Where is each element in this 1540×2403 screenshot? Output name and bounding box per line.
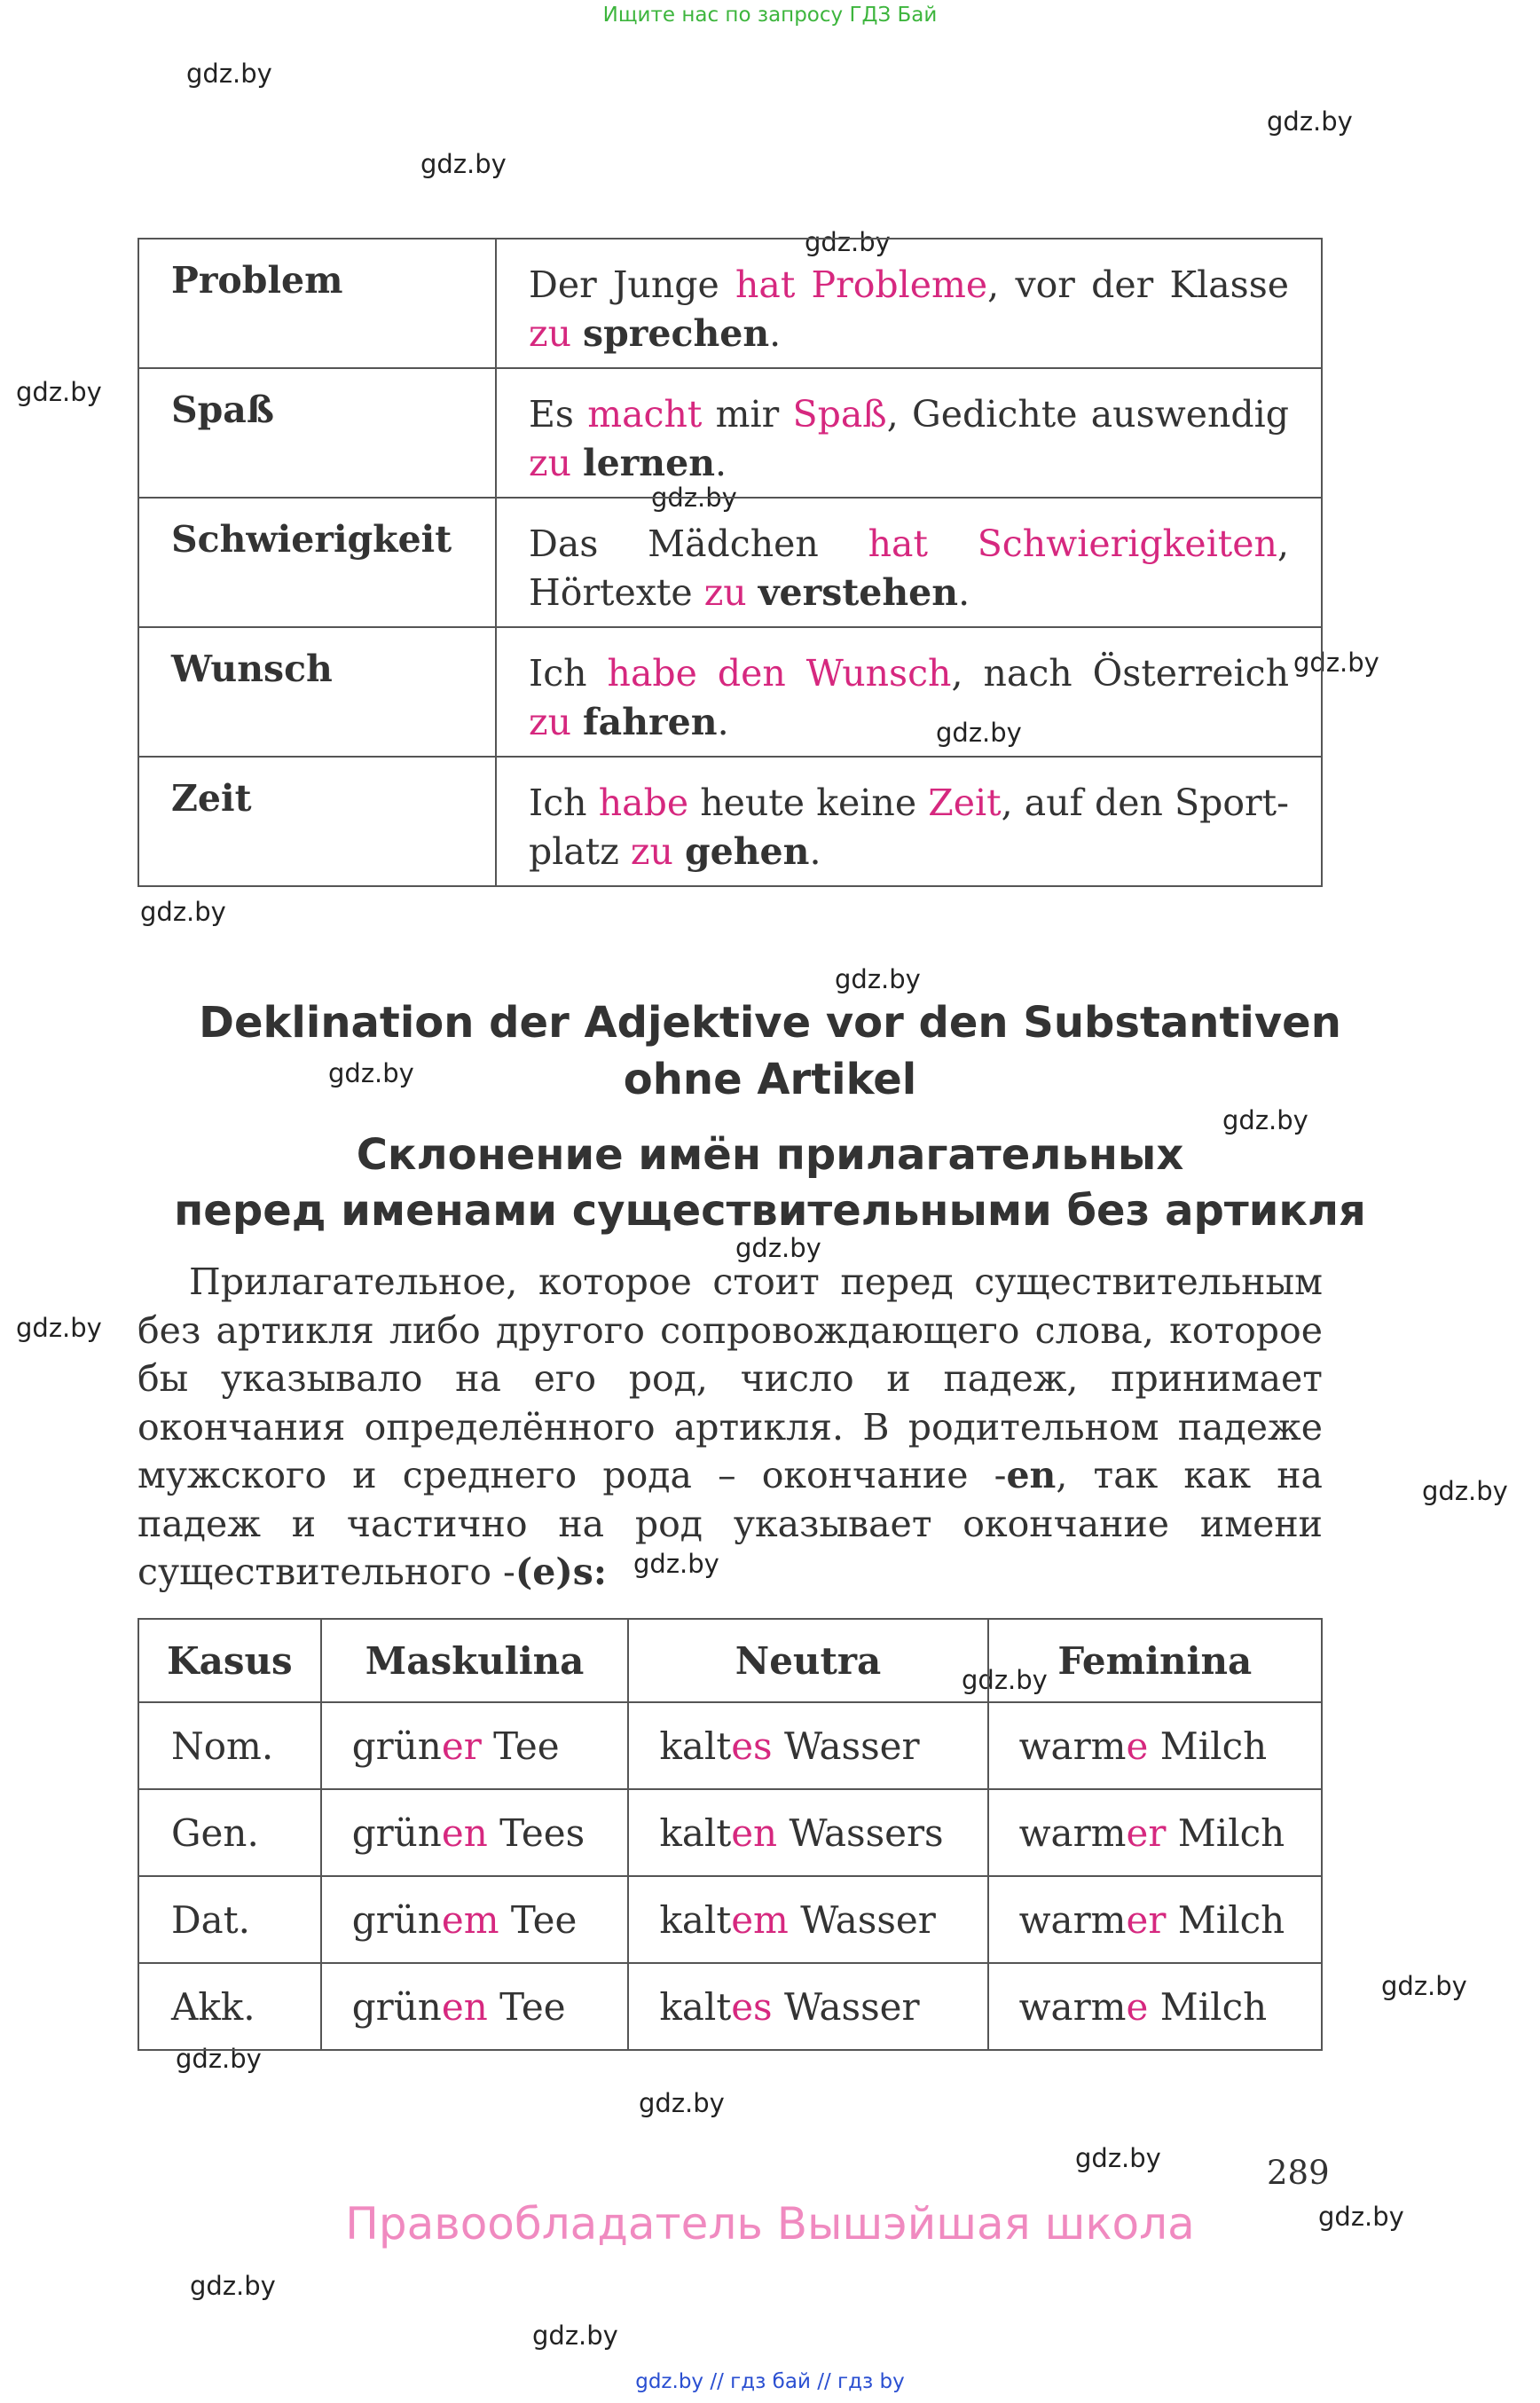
adjective-stem: warm [1018, 1724, 1127, 1768]
adjective-ending: en [731, 1810, 778, 1855]
adjective-noun: Tee [499, 1897, 578, 1942]
column-header: Maskulina [321, 1619, 629, 1702]
phrase-example [496, 627, 1322, 757]
watermark: gdz.by [1381, 1971, 1467, 2001]
watermark: gdz.by [16, 377, 102, 407]
watermark: gdz.by [651, 483, 737, 513]
example-text: Ich [529, 781, 599, 824]
paragraph-text: , так как на падеж и частично на род указывает окончание имени существительного - [138, 1454, 1323, 1593]
watermark: gdz.by [835, 964, 921, 994]
declension-cell [988, 1789, 1322, 1876]
phrase-row [138, 239, 1322, 368]
highlighted-phrase: zu [630, 830, 685, 873]
column-header: Feminina [988, 1619, 1322, 1702]
adjective-ending: er [441, 1724, 482, 1768]
adjective-stem: kalt [659, 1724, 732, 1768]
infinitive: gehen [684, 830, 810, 873]
table-row [138, 1789, 1322, 1876]
highlighted-phrase: Zeit [928, 781, 1002, 824]
adjective-ending: e [1126, 1984, 1149, 2029]
watermark: gdz.by [16, 1313, 102, 1343]
phrase-key: Problem [138, 239, 496, 368]
highlighted-phrase: hat Probleme [735, 263, 988, 306]
highlighted-phrase: zu [529, 442, 584, 484]
table-row [138, 1876, 1322, 1963]
paragraph-ending-es: (e)s: [515, 1551, 608, 1593]
example-text: , nach Österreich [951, 652, 1289, 695]
watermark: gdz.by [190, 2271, 276, 2301]
adjective-noun: Wasser [772, 1984, 920, 2029]
highlighted-phrase: zu [529, 701, 584, 743]
phrase-example [496, 498, 1322, 627]
adjective-stem: grün [351, 1810, 442, 1855]
adjective-stem: kalt [659, 1897, 732, 1942]
adjective-noun: Tees [487, 1810, 585, 1855]
case-label: Gen. [138, 1789, 321, 1876]
paragraph-ending-en: en [1006, 1454, 1057, 1496]
adjective-noun: Wassers [777, 1810, 944, 1855]
declension-cell [321, 1789, 629, 1876]
watermark: gdz.by [936, 718, 1022, 748]
example-text: . [769, 312, 782, 355]
phrase-key: Spaß [138, 368, 496, 498]
table-row [138, 1963, 1322, 2050]
watermark: gdz.by [1075, 2143, 1161, 2173]
example-text: Der Junge [529, 263, 735, 306]
case-label: Akk. [138, 1963, 321, 2050]
heading-german-line2: ohne Artikel [623, 1055, 917, 1104]
watermark: gdz.by [639, 2088, 725, 2118]
table-row [138, 1702, 1322, 1789]
example-text: . [809, 830, 821, 873]
adjective-ending: es [731, 1724, 773, 1768]
declension-cell [628, 1963, 987, 2050]
highlighted-phrase: hat Schwierigkeiten [868, 522, 1277, 565]
highlighted-phrase: habe den Wunsch [607, 652, 952, 695]
column-header: Kasus [138, 1619, 321, 1702]
watermark: gdz.by [1318, 2202, 1404, 2232]
phrase-row [138, 627, 1322, 757]
heading-russian-line1: Склонение имён прилагательных [356, 1130, 1184, 1180]
phrase-example [496, 757, 1322, 886]
example-text: mir [702, 393, 793, 436]
phrase-row [138, 368, 1322, 498]
paragraph-text: Прилагательное, которое стоит перед существительным без артикля либо другого сопровождающего слова, которое бы указывало на его род, число и падеж, принимает окончания определённого артикля. В родительном падеже мужского и среднего рода – окончание - [138, 1260, 1323, 1496]
adjective-noun: Milch [1148, 1984, 1268, 2029]
declension-cell [988, 1963, 1322, 2050]
phrase-row [138, 498, 1322, 627]
declension-table [138, 1618, 1323, 2051]
adjective-noun: Tee [487, 1984, 566, 2029]
adjective-noun: Milch [1166, 1810, 1285, 1855]
adjective-ending: er [1126, 1897, 1167, 1942]
example-text: . [715, 442, 727, 484]
adjective-noun: Tee [481, 1724, 560, 1768]
declension-cell [321, 1876, 629, 1963]
adjective-ending: er [1126, 1810, 1167, 1855]
watermark: gdz.by [328, 1058, 414, 1088]
watermark: gdz.by [532, 2321, 618, 2351]
example-text: . [717, 701, 729, 743]
page-number: 289 [1267, 2154, 1330, 2192]
adjective-stem: grün [351, 1724, 442, 1768]
adjective-stem: warm [1018, 1984, 1127, 2029]
example-text: , vor der Klasse [987, 263, 1289, 306]
example-text: Es [529, 393, 588, 436]
example-text: , Hörtexte [529, 522, 1289, 614]
declension-cell [988, 1876, 1322, 1963]
example-text: , Gedichte auswendig [886, 393, 1289, 436]
watermark: gdz.by [140, 897, 226, 927]
adjective-ending: em [441, 1897, 499, 1942]
declension-cell [321, 1963, 629, 2050]
adjective-noun: Wasser [772, 1724, 920, 1768]
case-label: Nom. [138, 1702, 321, 1789]
phrase-example [496, 239, 1322, 368]
watermark: gdz.by [1222, 1105, 1308, 1135]
adjective-noun: Milch [1148, 1724, 1268, 1768]
adjective-stem: kalt [659, 1810, 732, 1855]
example-text: Ich [529, 652, 608, 695]
phrase-key: Zeit [138, 757, 496, 886]
highlighted-phrase: macht [587, 393, 703, 436]
highlighted-phrase: habe [598, 781, 689, 824]
declension-cell [321, 1702, 629, 1789]
top-banner[interactable]: Ищите нас по запросу ГДЗ Бай [602, 4, 938, 27]
adjective-stem: grün [351, 1984, 442, 2029]
adjective-noun: Wasser [788, 1897, 936, 1942]
case-label: Dat. [138, 1876, 321, 1963]
phrase-key: Wunsch [138, 627, 496, 757]
phrase-table [138, 238, 1323, 887]
watermark: gdz.by [1293, 648, 1379, 678]
adjective-ending: em [731, 1897, 789, 1942]
adjective-ending: en [441, 1984, 488, 2029]
bottom-links[interactable]: gdz.by // гдз бай // гдз by [635, 2370, 905, 2393]
heading-russian-line2: перед именами существительными без артикля [174, 1186, 1366, 1236]
adjective-stem: warm [1018, 1810, 1127, 1855]
watermark: gdz.by [1267, 106, 1353, 137]
example-text: Das Mädchen [529, 522, 868, 565]
watermark: gdz.by [962, 1665, 1048, 1695]
declension-cell [628, 1702, 987, 1789]
example-text: , auf den Sport-platz [529, 781, 1289, 873]
explanation-paragraph [138, 1258, 1323, 1597]
highlighted-phrase: zu [529, 312, 584, 355]
highlighted-phrase: Spaß [792, 393, 887, 436]
adjective-ending: en [441, 1810, 488, 1855]
watermark: gdz.by [176, 2044, 262, 2074]
adjective-ending: es [731, 1984, 773, 2029]
heading-german-line1: Deklination der Adjektive vor den Substantiven [199, 998, 1341, 1048]
example-text: . [958, 571, 970, 614]
infinitive: lernen [583, 442, 716, 484]
watermark: gdz.by [420, 149, 507, 179]
infinitive: fahren [583, 701, 718, 743]
watermark: gdz.by [1422, 1476, 1508, 1506]
example-text: heute keine [688, 781, 929, 824]
declension-cell [628, 1789, 987, 1876]
adjective-ending: e [1126, 1724, 1149, 1768]
adjective-stem: kalt [659, 1984, 732, 2029]
phrase-row [138, 757, 1322, 886]
infinitive: verstehen [758, 571, 959, 614]
adjective-noun: Milch [1166, 1897, 1285, 1942]
watermark: gdz.by [735, 1233, 821, 1263]
watermark: gdz.by [186, 59, 272, 89]
phrase-example [496, 368, 1322, 498]
copyright-footer: Правообладатель Вышэйшая школа [345, 2198, 1195, 2250]
declension-cell [988, 1702, 1322, 1789]
column-header: Neutra [628, 1619, 987, 1702]
phrase-key: Schwierigkeit [138, 498, 496, 627]
infinitive: sprechen [583, 312, 770, 355]
adjective-stem: warm [1018, 1897, 1127, 1942]
adjective-stem: grün [351, 1897, 442, 1942]
highlighted-phrase: zu [703, 571, 758, 614]
watermark: gdz.by [805, 227, 891, 257]
declension-cell [628, 1876, 987, 1963]
watermark: gdz.by [633, 1549, 719, 1579]
